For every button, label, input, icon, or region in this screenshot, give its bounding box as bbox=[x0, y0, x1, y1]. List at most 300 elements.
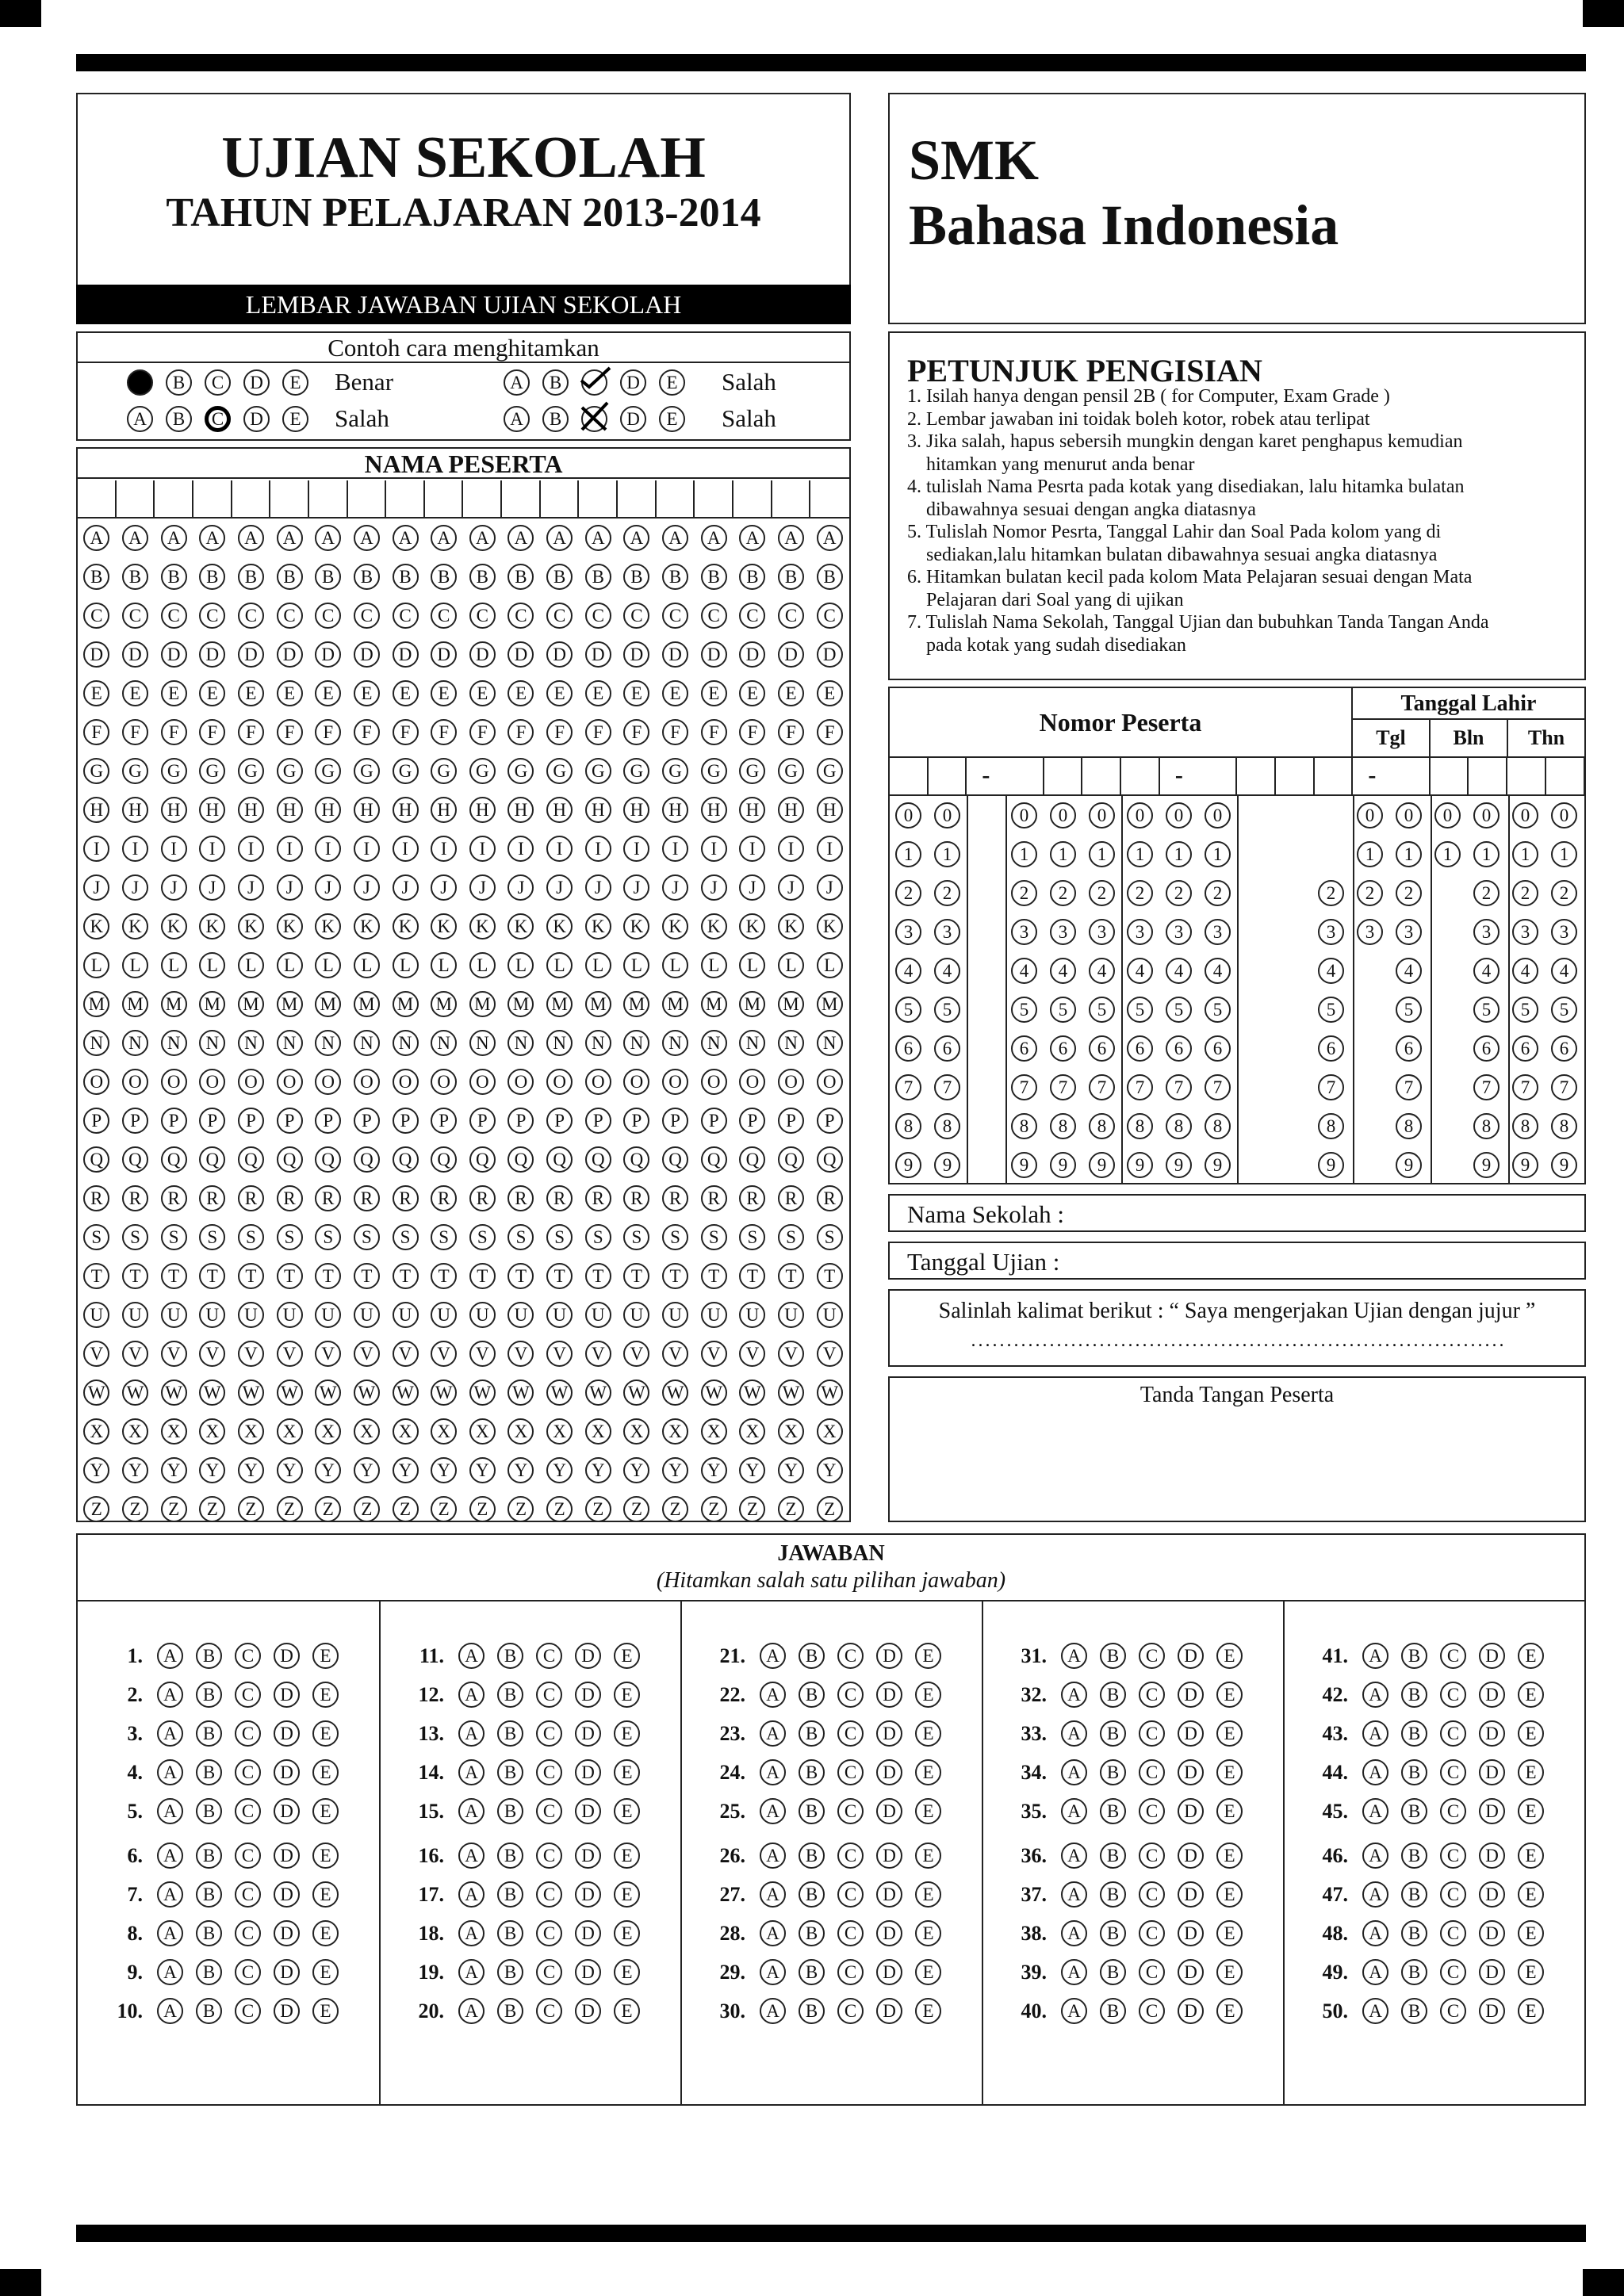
digit-bubble[interactable]: 7 bbox=[1089, 1074, 1115, 1100]
answer-bubble[interactable]: E bbox=[312, 1920, 339, 1946]
name-bubble[interactable]: H bbox=[701, 797, 727, 823]
name-bubble[interactable]: H bbox=[122, 797, 148, 823]
name-bubble[interactable]: A bbox=[238, 525, 264, 551]
answer-bubble[interactable]: E bbox=[1216, 1920, 1243, 1946]
name-bubble[interactable]: G bbox=[469, 758, 496, 784]
digit-bubble[interactable]: 0 bbox=[1396, 802, 1422, 828]
digit-bubble[interactable]: 9 bbox=[1050, 1152, 1076, 1178]
name-bubble[interactable]: S bbox=[354, 1224, 380, 1250]
answer-bubble[interactable]: D bbox=[1479, 1920, 1505, 1946]
number-entry-cell[interactable] bbox=[1237, 758, 1276, 794]
answer-bubble[interactable]: A bbox=[157, 1798, 183, 1824]
name-bubble[interactable]: L bbox=[469, 952, 496, 978]
answer-bubble[interactable]: D bbox=[876, 1959, 902, 1985]
name-bubble[interactable]: M bbox=[623, 991, 649, 1017]
name-bubble[interactable]: F bbox=[585, 719, 611, 745]
name-bubble[interactable]: Y bbox=[354, 1457, 380, 1483]
digit-bubble[interactable]: 7 bbox=[1127, 1074, 1153, 1100]
name-bubble[interactable]: I bbox=[315, 836, 341, 862]
name-bubble[interactable]: X bbox=[469, 1418, 496, 1445]
name-bubble[interactable]: D bbox=[623, 641, 649, 668]
answer-bubble[interactable]: E bbox=[614, 1682, 640, 1708]
answer-bubble[interactable]: C bbox=[1440, 1959, 1466, 1985]
name-bubble[interactable]: A bbox=[701, 525, 727, 551]
name-bubble[interactable]: P bbox=[546, 1108, 573, 1134]
name-bubble[interactable]: N bbox=[122, 1030, 148, 1056]
name-bubble[interactable]: Y bbox=[662, 1457, 688, 1483]
answer-bubble[interactable]: A bbox=[760, 1759, 786, 1785]
name-bubble[interactable]: Q bbox=[623, 1146, 649, 1173]
answer-bubble[interactable]: E bbox=[312, 1959, 339, 1985]
name-bubble[interactable]: P bbox=[83, 1108, 109, 1134]
name-bubble[interactable]: E bbox=[739, 680, 765, 706]
name-bubble[interactable]: S bbox=[778, 1224, 804, 1250]
name-bubble[interactable]: K bbox=[778, 913, 804, 939]
example-bubble[interactable]: D bbox=[243, 406, 270, 432]
digit-bubble[interactable]: 9 bbox=[1318, 1152, 1344, 1178]
answer-bubble[interactable]: A bbox=[157, 1998, 183, 2024]
name-bubble[interactable]: Z bbox=[701, 1496, 727, 1522]
name-bubble[interactable]: B bbox=[431, 564, 457, 590]
example-bubble[interactable]: B bbox=[542, 369, 569, 396]
name-bubble[interactable]: G bbox=[508, 758, 534, 784]
name-bubble[interactable]: Y bbox=[277, 1457, 303, 1483]
digit-bubble[interactable]: 7 bbox=[1396, 1074, 1422, 1100]
name-bubble[interactable]: F bbox=[778, 719, 804, 745]
name-bubble[interactable]: I bbox=[546, 836, 573, 862]
answer-bubble[interactable]: B bbox=[196, 1682, 222, 1708]
name-bubble[interactable]: U bbox=[315, 1302, 341, 1328]
name-bubble[interactable]: I bbox=[354, 836, 380, 862]
digit-bubble[interactable]: 5 bbox=[1551, 997, 1577, 1023]
answer-bubble[interactable]: E bbox=[614, 1643, 640, 1669]
answer-bubble[interactable]: E bbox=[312, 1643, 339, 1669]
name-bubble[interactable]: K bbox=[431, 913, 457, 939]
name-bubble[interactable]: Q bbox=[469, 1146, 496, 1173]
answer-bubble[interactable]: C bbox=[1440, 1720, 1466, 1747]
name-bubble[interactable]: Y bbox=[83, 1457, 109, 1483]
name-bubble[interactable]: R bbox=[662, 1185, 688, 1211]
answer-bubble[interactable]: B bbox=[799, 1720, 825, 1747]
digit-bubble[interactable]: 0 bbox=[1127, 802, 1153, 828]
name-bubble[interactable]: J bbox=[199, 874, 225, 901]
digit-bubble[interactable]: 2 bbox=[1396, 880, 1422, 906]
name-bubble[interactable]: W bbox=[623, 1380, 649, 1406]
name-bubble[interactable]: N bbox=[354, 1030, 380, 1056]
answer-bubble[interactable]: B bbox=[1100, 1998, 1126, 2024]
answer-bubble[interactable]: D bbox=[876, 1682, 902, 1708]
name-bubble[interactable]: Q bbox=[83, 1146, 109, 1173]
digit-bubble[interactable]: 0 bbox=[1166, 802, 1192, 828]
digit-bubble[interactable]: 1 bbox=[1089, 841, 1115, 867]
name-bubble[interactable]: U bbox=[508, 1302, 534, 1328]
name-bubble[interactable]: D bbox=[354, 641, 380, 668]
name-bubble[interactable]: W bbox=[508, 1380, 534, 1406]
name-bubble[interactable]: C bbox=[469, 603, 496, 629]
answer-bubble[interactable]: E bbox=[614, 1843, 640, 1869]
digit-bubble[interactable]: 3 bbox=[1551, 919, 1577, 945]
answer-bubble[interactable]: D bbox=[274, 1959, 300, 1985]
name-bubble[interactable]: W bbox=[199, 1380, 225, 1406]
answer-bubble[interactable]: C bbox=[235, 1643, 261, 1669]
name-bubble[interactable]: C bbox=[161, 603, 187, 629]
digit-bubble[interactable]: 8 bbox=[895, 1113, 921, 1139]
name-bubble[interactable]: Z bbox=[662, 1496, 688, 1522]
nama-sekolah-field[interactable] bbox=[888, 1194, 1586, 1232]
answer-bubble[interactable]: E bbox=[312, 1998, 339, 2024]
answer-bubble[interactable]: E bbox=[1518, 1843, 1544, 1869]
name-bubble[interactable]: U bbox=[546, 1302, 573, 1328]
answer-bubble[interactable]: D bbox=[1178, 1998, 1204, 2024]
answer-bubble[interactable]: C bbox=[837, 1843, 864, 1869]
name-bubble[interactable]: I bbox=[701, 836, 727, 862]
name-bubble[interactable]: H bbox=[739, 797, 765, 823]
digit-bubble[interactable]: 2 bbox=[1357, 880, 1383, 906]
name-bubble[interactable]: O bbox=[508, 1069, 534, 1095]
name-bubble[interactable]: G bbox=[315, 758, 341, 784]
digit-bubble[interactable]: 9 bbox=[1205, 1152, 1231, 1178]
name-bubble[interactable]: A bbox=[546, 525, 573, 551]
name-bubble[interactable]: E bbox=[238, 680, 264, 706]
name-bubble[interactable]: P bbox=[662, 1108, 688, 1134]
name-bubble[interactable]: Q bbox=[122, 1146, 148, 1173]
name-bubble[interactable]: F bbox=[199, 719, 225, 745]
digit-bubble[interactable]: 6 bbox=[934, 1035, 960, 1062]
name-bubble[interactable]: C bbox=[662, 603, 688, 629]
answer-bubble[interactable]: A bbox=[760, 1843, 786, 1869]
name-bubble[interactable]: J bbox=[701, 874, 727, 901]
name-bubble[interactable]: K bbox=[546, 913, 573, 939]
name-bubble[interactable]: U bbox=[199, 1302, 225, 1328]
digit-bubble[interactable]: 4 bbox=[1318, 958, 1344, 984]
name-bubble[interactable]: P bbox=[739, 1108, 765, 1134]
name-bubble[interactable]: A bbox=[508, 525, 534, 551]
name-bubble[interactable]: I bbox=[83, 836, 109, 862]
name-bubble[interactable]: R bbox=[546, 1185, 573, 1211]
digit-bubble[interactable]: 8 bbox=[1473, 1113, 1500, 1139]
digit-bubble[interactable]: 5 bbox=[1205, 997, 1231, 1023]
number-entry-cell[interactable] bbox=[1546, 758, 1585, 794]
number-entry-cell[interactable] bbox=[929, 758, 967, 794]
name-letter-cell[interactable] bbox=[579, 480, 618, 517]
example-bubble[interactable]: B bbox=[542, 406, 569, 432]
name-bubble[interactable]: M bbox=[199, 991, 225, 1017]
digit-bubble[interactable]: 8 bbox=[1205, 1113, 1231, 1139]
name-bubble[interactable]: Z bbox=[161, 1496, 187, 1522]
name-bubble[interactable]: H bbox=[623, 797, 649, 823]
name-bubble[interactable]: I bbox=[623, 836, 649, 862]
name-bubble[interactable]: C bbox=[122, 603, 148, 629]
name-bubble[interactable]: W bbox=[354, 1380, 380, 1406]
name-bubble[interactable]: S bbox=[469, 1224, 496, 1250]
example-bubble[interactable] bbox=[581, 406, 607, 432]
name-bubble[interactable]: U bbox=[277, 1302, 303, 1328]
name-bubble[interactable]: Y bbox=[393, 1457, 419, 1483]
answer-bubble[interactable]: E bbox=[1518, 1682, 1544, 1708]
name-bubble[interactable]: C bbox=[585, 603, 611, 629]
name-bubble[interactable]: X bbox=[354, 1418, 380, 1445]
name-bubble[interactable]: B bbox=[623, 564, 649, 590]
answer-bubble[interactable]: D bbox=[1178, 1843, 1204, 1869]
answer-bubble[interactable]: B bbox=[1401, 1643, 1427, 1669]
answer-bubble[interactable]: A bbox=[1061, 1759, 1087, 1785]
answer-bubble[interactable]: C bbox=[837, 1920, 864, 1946]
answer-bubble[interactable]: B bbox=[196, 1720, 222, 1747]
digit-bubble[interactable]: 2 bbox=[1050, 880, 1076, 906]
name-bubble[interactable]: S bbox=[546, 1224, 573, 1250]
name-bubble[interactable]: L bbox=[623, 952, 649, 978]
name-bubble[interactable]: G bbox=[393, 758, 419, 784]
answer-bubble[interactable]: D bbox=[876, 1881, 902, 1908]
name-bubble[interactable]: W bbox=[662, 1380, 688, 1406]
number-entry-cell[interactable] bbox=[1083, 758, 1122, 794]
name-letter-cell[interactable] bbox=[425, 480, 464, 517]
name-bubble[interactable]: F bbox=[122, 719, 148, 745]
name-bubble[interactable]: L bbox=[778, 952, 804, 978]
answer-bubble[interactable]: E bbox=[1216, 1959, 1243, 1985]
name-bubble[interactable]: F bbox=[739, 719, 765, 745]
name-letter-cell[interactable] bbox=[386, 480, 425, 517]
name-bubble[interactable]: C bbox=[393, 603, 419, 629]
answer-bubble[interactable]: B bbox=[799, 1998, 825, 2024]
name-bubble[interactable]: F bbox=[662, 719, 688, 745]
name-bubble[interactable]: E bbox=[469, 680, 496, 706]
name-bubble[interactable]: O bbox=[739, 1069, 765, 1095]
name-bubble[interactable]: F bbox=[546, 719, 573, 745]
name-bubble[interactable]: V bbox=[585, 1341, 611, 1367]
name-bubble[interactable]: A bbox=[623, 525, 649, 551]
name-bubble[interactable]: S bbox=[585, 1224, 611, 1250]
answer-bubble[interactable]: D bbox=[274, 1843, 300, 1869]
answer-bubble[interactable]: B bbox=[1401, 1798, 1427, 1824]
name-bubble[interactable]: N bbox=[83, 1030, 109, 1056]
name-bubble[interactable]: G bbox=[122, 758, 148, 784]
digit-bubble[interactable]: 3 bbox=[934, 919, 960, 945]
number-entry-cell[interactable] bbox=[1121, 758, 1160, 794]
digit-bubble[interactable]: 9 bbox=[1551, 1152, 1577, 1178]
name-bubble[interactable]: A bbox=[315, 525, 341, 551]
name-bubble[interactable]: W bbox=[393, 1380, 419, 1406]
answer-bubble[interactable]: C bbox=[1139, 1682, 1165, 1708]
name-bubble[interactable]: X bbox=[546, 1418, 573, 1445]
name-bubble[interactable]: R bbox=[315, 1185, 341, 1211]
name-bubble[interactable]: H bbox=[431, 797, 457, 823]
example-bubble[interactable]: E bbox=[282, 369, 308, 396]
name-bubble[interactable]: L bbox=[585, 952, 611, 978]
answer-bubble[interactable]: C bbox=[1440, 1998, 1466, 2024]
name-bubble[interactable]: G bbox=[817, 758, 843, 784]
answer-bubble[interactable]: D bbox=[1178, 1798, 1204, 1824]
digit-bubble[interactable]: 3 bbox=[1011, 919, 1037, 945]
name-bubble[interactable]: D bbox=[161, 641, 187, 668]
name-bubble[interactable]: L bbox=[354, 952, 380, 978]
answer-bubble[interactable]: E bbox=[1518, 1959, 1544, 1985]
name-bubble[interactable]: W bbox=[277, 1380, 303, 1406]
digit-bubble[interactable]: 8 bbox=[1127, 1113, 1153, 1139]
name-bubble[interactable]: L bbox=[662, 952, 688, 978]
answer-bubble[interactable]: A bbox=[458, 1998, 485, 2024]
answer-bubble[interactable]: C bbox=[235, 1959, 261, 1985]
name-bubble[interactable]: E bbox=[315, 680, 341, 706]
name-bubble[interactable]: K bbox=[354, 913, 380, 939]
name-bubble[interactable]: X bbox=[277, 1418, 303, 1445]
name-bubble[interactable]: L bbox=[739, 952, 765, 978]
answer-bubble[interactable]: E bbox=[312, 1881, 339, 1908]
digit-bubble[interactable]: 5 bbox=[1396, 997, 1422, 1023]
name-bubble[interactable]: R bbox=[161, 1185, 187, 1211]
number-entry-cell[interactable] bbox=[1507, 758, 1546, 794]
name-bubble[interactable]: P bbox=[508, 1108, 534, 1134]
name-bubble[interactable]: F bbox=[83, 719, 109, 745]
name-bubble[interactable]: E bbox=[701, 680, 727, 706]
name-bubble[interactable]: T bbox=[354, 1263, 380, 1289]
name-bubble[interactable]: N bbox=[817, 1030, 843, 1056]
name-bubble[interactable]: H bbox=[508, 797, 534, 823]
name-bubble[interactable]: W bbox=[238, 1380, 264, 1406]
answer-bubble[interactable]: B bbox=[1401, 1998, 1427, 2024]
answer-bubble[interactable]: E bbox=[915, 1720, 941, 1747]
name-bubble[interactable]: O bbox=[778, 1069, 804, 1095]
answer-bubble[interactable]: A bbox=[157, 1759, 183, 1785]
answer-bubble[interactable]: E bbox=[1518, 1720, 1544, 1747]
name-bubble[interactable]: P bbox=[354, 1108, 380, 1134]
name-bubble[interactable]: V bbox=[817, 1341, 843, 1367]
name-bubble[interactable]: S bbox=[431, 1224, 457, 1250]
answer-bubble[interactable]: A bbox=[760, 1643, 786, 1669]
answer-bubble[interactable]: B bbox=[196, 1798, 222, 1824]
digit-bubble[interactable]: 6 bbox=[1050, 1035, 1076, 1062]
digit-bubble[interactable]: 8 bbox=[1050, 1113, 1076, 1139]
answer-bubble[interactable]: E bbox=[614, 1998, 640, 2024]
answer-bubble[interactable]: D bbox=[1178, 1682, 1204, 1708]
answer-bubble[interactable]: E bbox=[915, 1798, 941, 1824]
answer-bubble[interactable]: D bbox=[575, 1682, 601, 1708]
answer-bubble[interactable]: B bbox=[1401, 1920, 1427, 1946]
name-bubble[interactable]: K bbox=[701, 913, 727, 939]
answer-bubble[interactable]: B bbox=[196, 1881, 222, 1908]
name-bubble[interactable]: V bbox=[122, 1341, 148, 1367]
name-bubble[interactable]: R bbox=[817, 1185, 843, 1211]
digit-bubble[interactable]: 6 bbox=[1318, 1035, 1344, 1062]
name-bubble[interactable]: K bbox=[393, 913, 419, 939]
name-bubble[interactable]: X bbox=[122, 1418, 148, 1445]
answer-bubble[interactable]: C bbox=[1440, 1682, 1466, 1708]
name-letter-cell[interactable] bbox=[618, 480, 657, 517]
name-letter-cell[interactable] bbox=[78, 480, 117, 517]
answer-bubble[interactable]: C bbox=[536, 1798, 562, 1824]
name-bubble[interactable]: U bbox=[701, 1302, 727, 1328]
name-bubble[interactable]: T bbox=[778, 1263, 804, 1289]
name-bubble[interactable]: Y bbox=[469, 1457, 496, 1483]
name-bubble[interactable]: P bbox=[623, 1108, 649, 1134]
digit-bubble[interactable]: 5 bbox=[1473, 997, 1500, 1023]
digit-bubble[interactable]: 1 bbox=[1512, 841, 1538, 867]
name-bubble[interactable]: C bbox=[778, 603, 804, 629]
answer-bubble[interactable]: B bbox=[497, 1798, 523, 1824]
name-bubble[interactable]: L bbox=[122, 952, 148, 978]
digit-bubble[interactable]: 9 bbox=[1166, 1152, 1192, 1178]
name-bubble[interactable]: C bbox=[199, 603, 225, 629]
digit-bubble[interactable]: 0 bbox=[1512, 802, 1538, 828]
name-bubble[interactable]: G bbox=[585, 758, 611, 784]
name-bubble[interactable]: R bbox=[623, 1185, 649, 1211]
signature-box[interactable] bbox=[888, 1376, 1586, 1522]
answer-bubble[interactable]: C bbox=[235, 1843, 261, 1869]
answer-bubble[interactable]: C bbox=[536, 1920, 562, 1946]
name-bubble[interactable]: I bbox=[161, 836, 187, 862]
number-entry-cell[interactable] bbox=[1469, 758, 1508, 794]
answer-bubble[interactable]: B bbox=[497, 1920, 523, 1946]
answer-bubble[interactable]: E bbox=[1216, 1720, 1243, 1747]
name-bubble[interactable]: D bbox=[585, 641, 611, 668]
name-bubble[interactable]: W bbox=[431, 1380, 457, 1406]
name-bubble[interactable]: N bbox=[469, 1030, 496, 1056]
answer-bubble[interactable]: D bbox=[1479, 1643, 1505, 1669]
answer-bubble[interactable]: B bbox=[196, 1959, 222, 1985]
answer-bubble[interactable]: E bbox=[1216, 1843, 1243, 1869]
name-bubble[interactable]: S bbox=[199, 1224, 225, 1250]
answer-bubble[interactable]: A bbox=[1362, 1881, 1388, 1908]
name-bubble[interactable]: U bbox=[83, 1302, 109, 1328]
answer-bubble[interactable]: C bbox=[235, 1998, 261, 2024]
digit-bubble[interactable]: 6 bbox=[1551, 1035, 1577, 1062]
answer-bubble[interactable]: B bbox=[1100, 1798, 1126, 1824]
answer-bubble[interactable]: B bbox=[1100, 1881, 1126, 1908]
name-bubble[interactable]: E bbox=[199, 680, 225, 706]
answer-bubble[interactable]: E bbox=[915, 1682, 941, 1708]
name-bubble[interactable]: Z bbox=[739, 1496, 765, 1522]
number-entry-cell[interactable] bbox=[1276, 758, 1315, 794]
name-bubble[interactable]: B bbox=[701, 564, 727, 590]
name-bubble[interactable]: W bbox=[83, 1380, 109, 1406]
name-bubble[interactable]: M bbox=[277, 991, 303, 1017]
digit-bubble[interactable]: 3 bbox=[1357, 919, 1383, 945]
answer-bubble[interactable]: D bbox=[1479, 1843, 1505, 1869]
answer-bubble[interactable]: D bbox=[876, 1643, 902, 1669]
name-bubble[interactable]: Q bbox=[315, 1146, 341, 1173]
name-bubble[interactable]: S bbox=[508, 1224, 534, 1250]
digit-bubble[interactable]: 0 bbox=[1357, 802, 1383, 828]
name-bubble[interactable]: P bbox=[701, 1108, 727, 1134]
name-bubble[interactable]: V bbox=[354, 1341, 380, 1367]
name-bubble[interactable]: F bbox=[354, 719, 380, 745]
answer-bubble[interactable]: A bbox=[157, 1881, 183, 1908]
name-bubble[interactable]: M bbox=[431, 991, 457, 1017]
answer-bubble[interactable]: D bbox=[575, 1881, 601, 1908]
answer-bubble[interactable]: C bbox=[235, 1720, 261, 1747]
digit-bubble[interactable]: 3 bbox=[1205, 919, 1231, 945]
digit-bubble[interactable]: 2 bbox=[1512, 880, 1538, 906]
name-bubble[interactable]: Q bbox=[546, 1146, 573, 1173]
name-letter-cell[interactable] bbox=[270, 480, 309, 517]
name-bubble[interactable]: I bbox=[508, 836, 534, 862]
name-bubble[interactable]: Z bbox=[315, 1496, 341, 1522]
example-bubble[interactable]: A bbox=[127, 406, 153, 432]
name-bubble[interactable]: H bbox=[83, 797, 109, 823]
name-bubble[interactable]: E bbox=[778, 680, 804, 706]
name-bubble[interactable]: F bbox=[701, 719, 727, 745]
digit-bubble[interactable]: 8 bbox=[1512, 1113, 1538, 1139]
name-bubble[interactable]: E bbox=[277, 680, 303, 706]
answer-bubble[interactable]: C bbox=[1440, 1843, 1466, 1869]
answer-bubble[interactable]: C bbox=[837, 1798, 864, 1824]
name-bubble[interactable]: O bbox=[277, 1069, 303, 1095]
digit-bubble[interactable]: 9 bbox=[1011, 1152, 1037, 1178]
digit-bubble[interactable]: 3 bbox=[1318, 919, 1344, 945]
answer-bubble[interactable]: A bbox=[157, 1920, 183, 1946]
answer-bubble[interactable]: B bbox=[799, 1843, 825, 1869]
answer-bubble[interactable]: D bbox=[274, 1720, 300, 1747]
